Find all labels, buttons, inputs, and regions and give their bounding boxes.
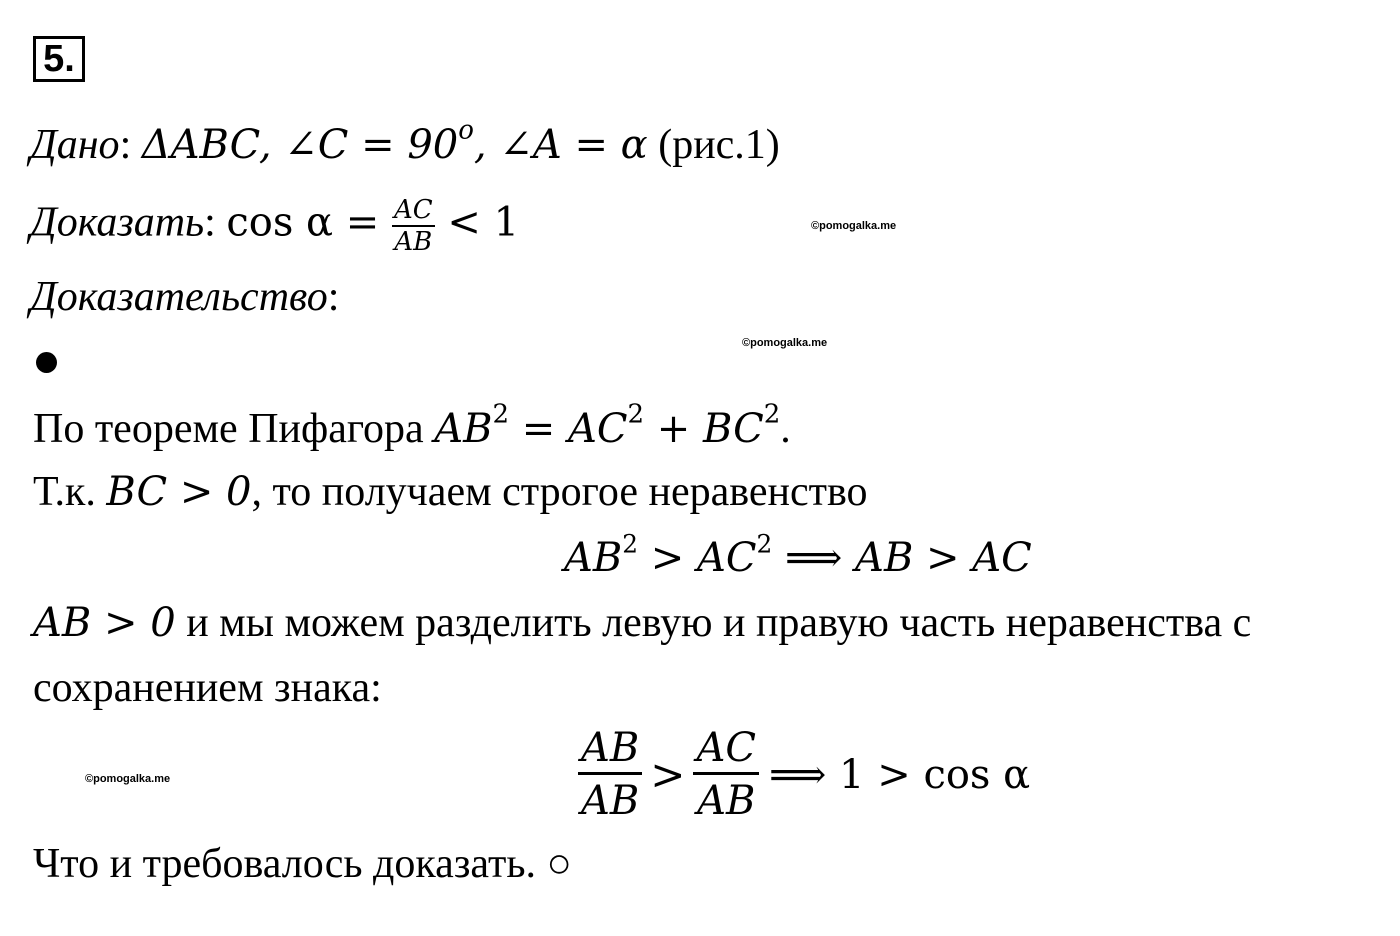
pythagoras-bc: + BC	[644, 406, 764, 452]
proof-label: Доказательство	[30, 274, 328, 320]
given-figure-ref: (рис.1)	[647, 122, 780, 168]
watermark: ©pomogalka.me	[811, 220, 897, 232]
given-label: Дано	[30, 122, 120, 168]
prove-fraction-denominator: AB	[394, 227, 433, 257]
given-colon: :	[119, 122, 132, 168]
pythagoras-text: По теореме Пифагора	[33, 406, 435, 452]
given-degree: o	[458, 115, 474, 146]
conclusion-line	[33, 840, 572, 888]
given-line	[30, 115, 780, 169]
conclusion-text: Что и требовалось доказать. ○	[33, 841, 572, 887]
prove-label: Доказать	[30, 199, 205, 246]
fraction-denominator: AB	[697, 778, 756, 824]
ineq2-tail: ⟹ 1 > cos α	[768, 751, 1031, 798]
prove-rhs: < 1	[434, 199, 520, 246]
given-expression: ΔABC, ∠C = 90	[141, 122, 459, 168]
divide-line-2	[33, 664, 382, 712]
ineq1-ac: > AC	[638, 535, 757, 581]
proof-heading	[30, 273, 339, 321]
problem-number: 5.	[33, 36, 85, 82]
prove-colon: :	[204, 199, 216, 246]
inequality-2	[578, 726, 1030, 823]
since-suffix: , то получаем строгое неравенство	[251, 469, 868, 515]
exponent: 2	[763, 399, 781, 430]
given-expression-2: , ∠A = α	[473, 122, 648, 168]
proof-colon: :	[327, 274, 340, 320]
watermark: ©pomogalka.me	[742, 337, 828, 349]
pythagoras-ab: AB	[434, 406, 493, 452]
since-prefix: Т.к.	[33, 469, 107, 515]
fraction-numerator: AC	[693, 726, 759, 775]
divide-line	[33, 599, 1251, 647]
watermark: ©pomogalka.me	[85, 773, 171, 785]
pythagoras-period: .	[780, 406, 791, 452]
fraction-numerator: AB	[578, 726, 642, 775]
bullet-icon	[36, 352, 57, 373]
divide-text-2: сохранением знака:	[33, 665, 382, 711]
exponent: 2	[756, 529, 773, 559]
prove-fraction-numerator: AC	[394, 195, 433, 225]
fraction-ab-ab	[578, 726, 642, 823]
inequality-1	[564, 529, 1032, 582]
exponent: 2	[627, 399, 645, 430]
ineq1-conclusion: ⟹ AB > AC	[772, 535, 1032, 581]
greater-than: >	[650, 750, 686, 799]
divide-text: и мы можем разделить левую и правую часть неравенства с	[175, 600, 1252, 646]
divide-expression: AB > 0	[33, 600, 176, 646]
prove-cos: cos α =	[226, 199, 393, 246]
since-expression: BC > 0	[106, 469, 252, 515]
pythagoras-line	[33, 399, 791, 453]
since-line	[33, 468, 868, 516]
exponent: 2	[622, 529, 639, 559]
fraction-denominator: AB	[581, 778, 640, 824]
pythagoras-ac: = AC	[509, 406, 628, 452]
fraction-ac-ab	[693, 726, 759, 823]
exponent: 2	[492, 399, 510, 430]
prove-line	[30, 195, 519, 257]
ineq1-ab: AB	[564, 535, 623, 581]
prove-fraction	[392, 195, 435, 257]
